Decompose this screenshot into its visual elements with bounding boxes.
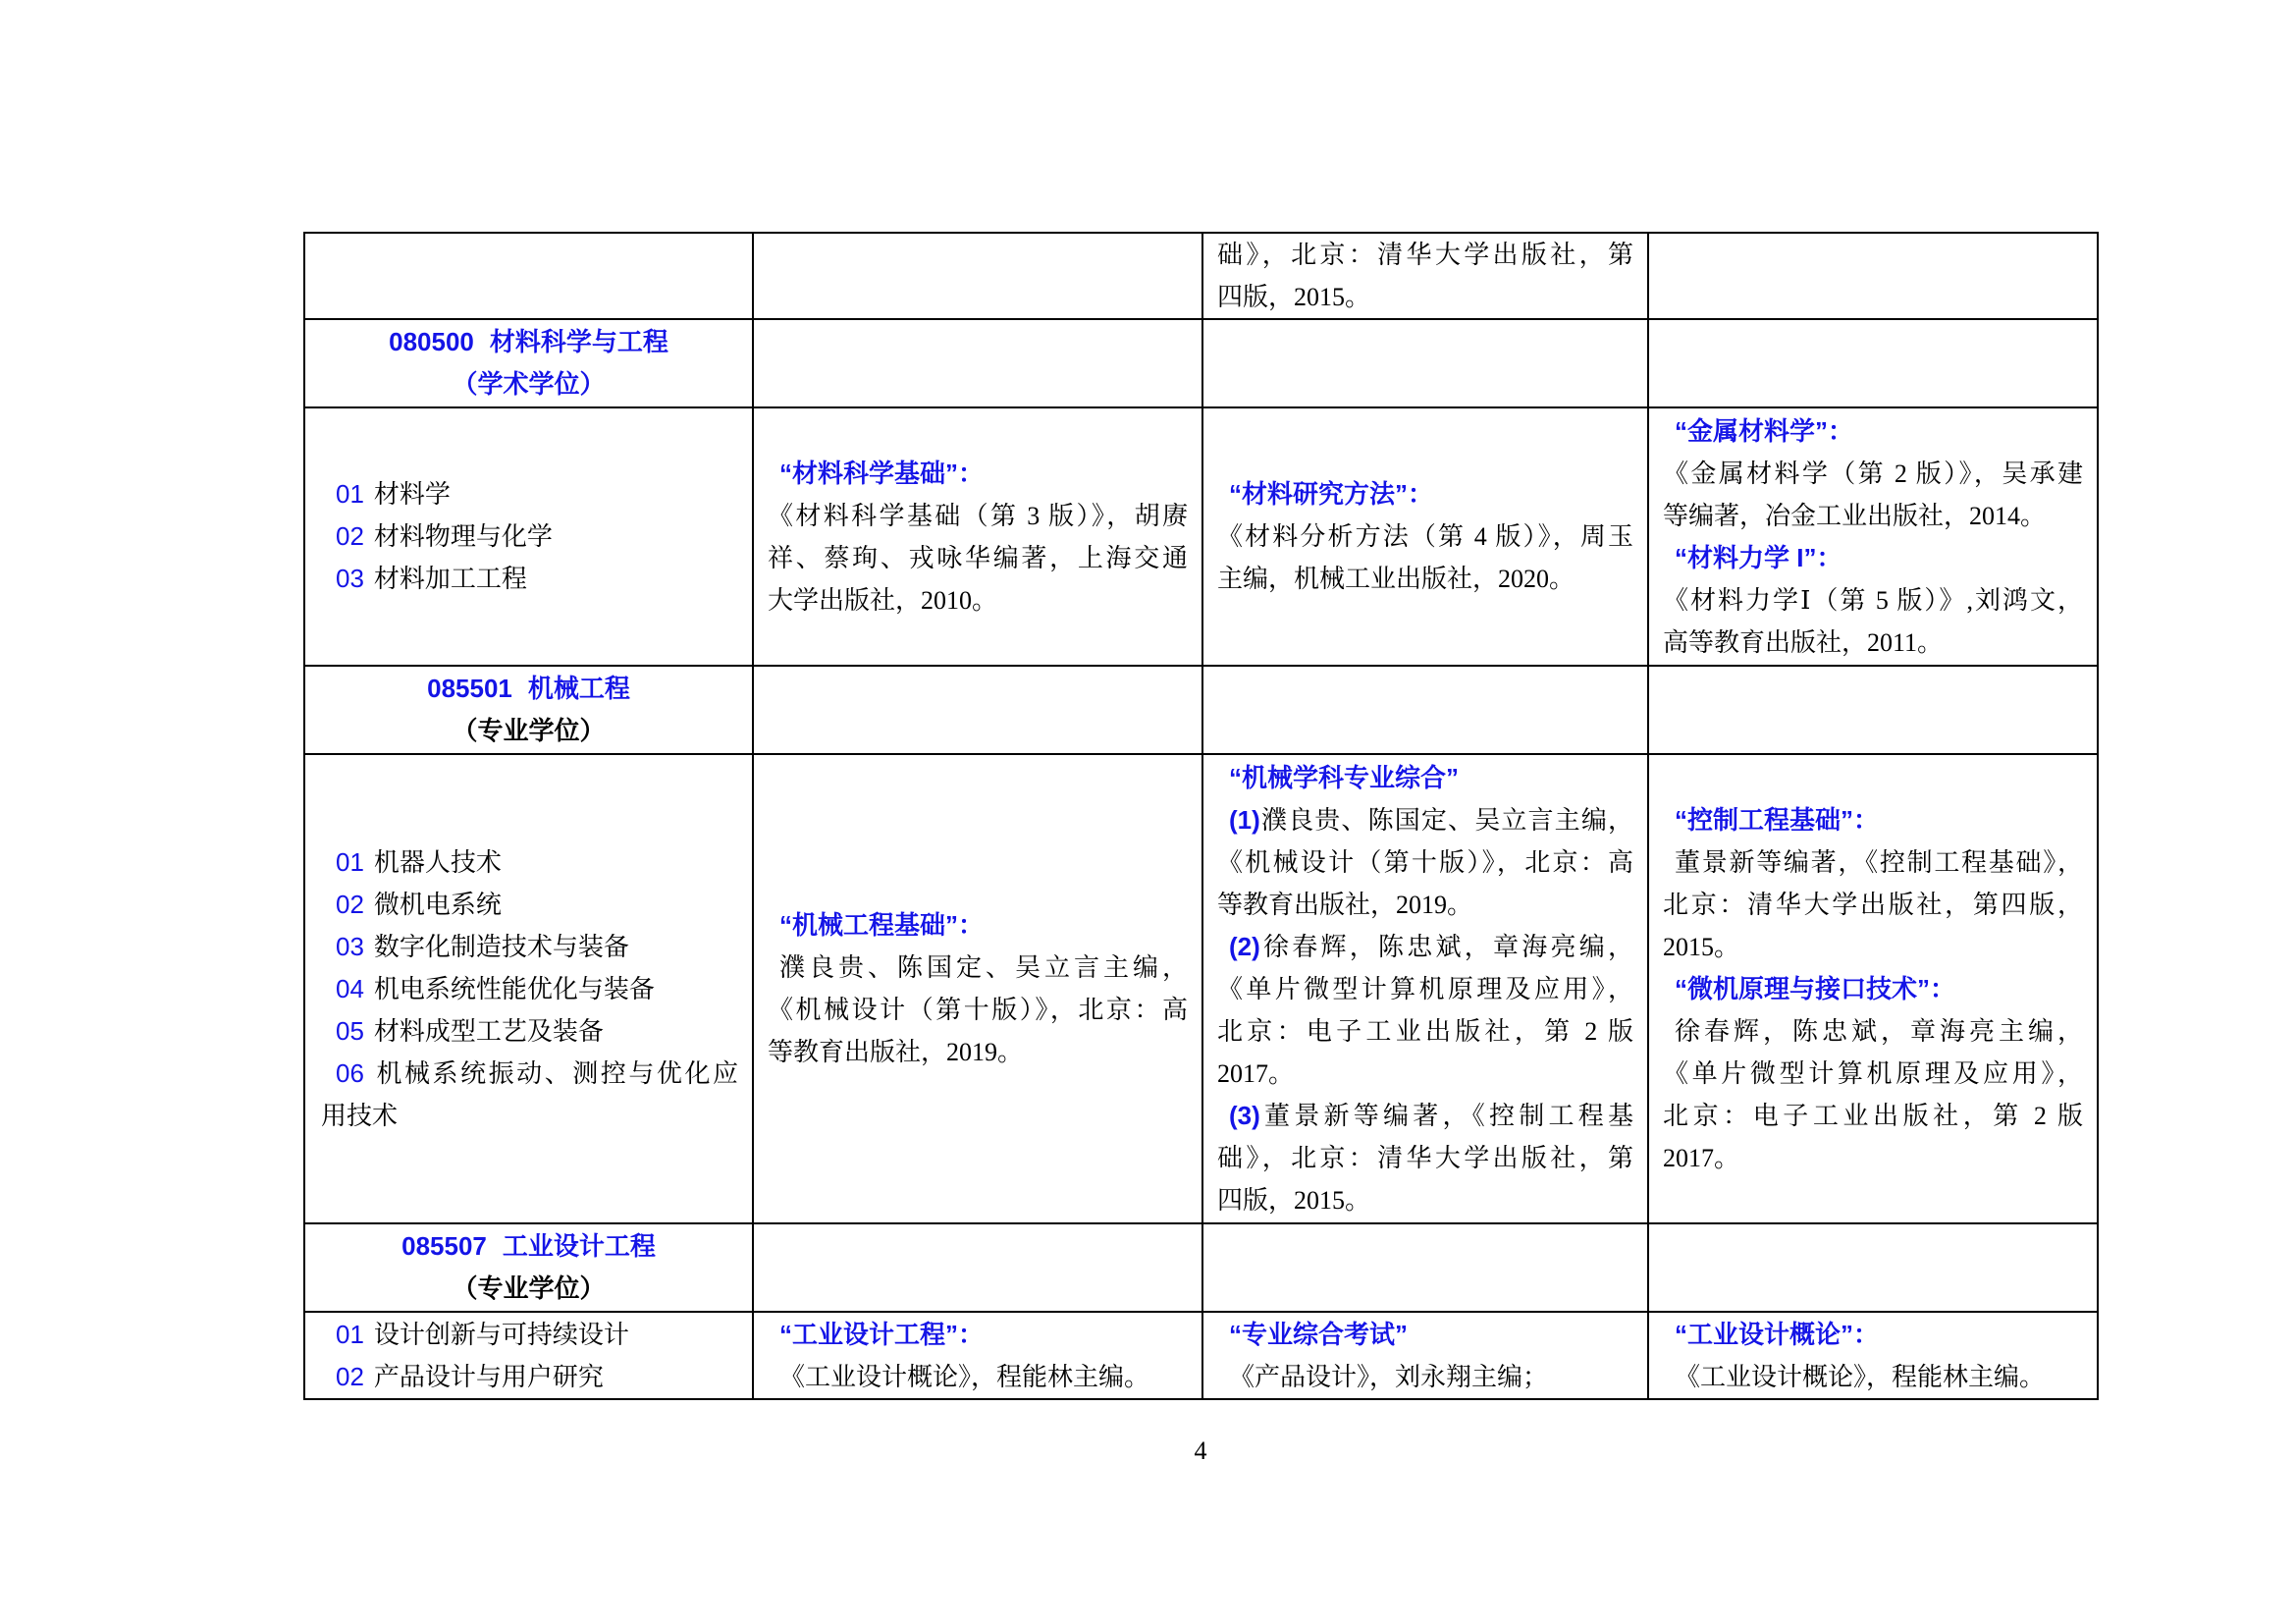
direction-number: 02 — [336, 889, 364, 919]
direction-name: 产品设计与用户研究 — [373, 1362, 604, 1391]
cell-col4-080500 — [1649, 408, 2099, 667]
degree-type: （专业学位） — [452, 716, 606, 745]
empty-cell — [1203, 667, 1649, 755]
direction-number: 01 — [336, 846, 364, 877]
direction-number: 05 — [336, 1015, 364, 1046]
reference-line: 础》，北京：清华大学出版社，第 — [1217, 1143, 1633, 1172]
major-title — [319, 668, 738, 710]
item-number: (1) — [1229, 804, 1260, 835]
reference-line: 徐春辉，陈忠斌，章海亮主编， — [1675, 1016, 2083, 1046]
direction-item — [321, 884, 738, 926]
reference-line: 祥、蔡珣、戎咏华编著，上海交通 — [768, 543, 1188, 572]
reference-line: 2015。 — [1663, 932, 1740, 961]
direction-number: 02 — [336, 1361, 364, 1391]
major-title — [319, 321, 738, 363]
cell-col2-080500 — [754, 408, 1203, 667]
direction-name-continued: 用技术 — [321, 1101, 399, 1130]
major-code: 080500 — [389, 327, 474, 356]
reference-line: 四版，2015。 — [1217, 1185, 1371, 1215]
reference-line: 《机械设计（第十版）》，北京：高 — [768, 996, 1188, 1024]
direction-name: 机器人技术 — [373, 847, 502, 877]
reference-line — [1217, 799, 1633, 841]
major-name: 材料科学与工程 — [489, 327, 668, 356]
subject-title: “控制工程基础”： — [1675, 804, 1880, 835]
major-name: 机械工程 — [527, 674, 630, 703]
empty-cell — [1649, 1224, 2099, 1313]
empty-cell — [1203, 320, 1649, 408]
major-name: 工业设计工程 — [502, 1231, 656, 1261]
reference-line: 《单片微型计算机原理及应用》， — [1217, 974, 1633, 1003]
degree-type: （学术学位） — [452, 369, 606, 399]
major-heading-085507 — [305, 1224, 754, 1313]
reference-line: 《材料科学基础（第 3 版）》，胡赓 — [768, 501, 1188, 530]
direction-item — [321, 968, 738, 1010]
subject-title: “微机原理与接口技术”： — [1675, 973, 1956, 1003]
reference-line: 《工业设计概论》，程能林主编。 — [779, 1362, 1150, 1391]
cell-col3-continued — [1203, 234, 1649, 320]
reference-line — [1217, 1095, 1633, 1137]
direction-item — [321, 515, 738, 558]
reference-text: 濮良贵、陈国定、吴立言主编， — [1259, 805, 1633, 835]
direction-item — [321, 558, 738, 600]
cell-col4-continued — [1649, 234, 2099, 320]
reference-line: 《单片微型计算机原理及应用》， — [1663, 1058, 2083, 1088]
reference-line: 北京：清华大学出版社，第四版， — [1663, 890, 2083, 919]
subject-title: “工业设计工程”： — [779, 1319, 985, 1349]
subject-title: “机械工程基础”： — [779, 910, 985, 940]
reference-line: 大学出版社，2010。 — [768, 585, 998, 615]
subject-title: “金属材料学”： — [1675, 415, 1854, 446]
direction-item — [321, 1356, 738, 1398]
page-number: 4 — [1194, 1436, 1207, 1465]
direction-name: 材料成型工艺及装备 — [373, 1016, 604, 1046]
direction-name: 数字化制造技术与装备 — [373, 932, 629, 961]
reference-line: 濮良贵、陈国定、吴立言主编， — [779, 953, 1188, 982]
reference-line: 《产品设计》，刘永翔主编； — [1229, 1362, 1549, 1391]
cell-major-continued — [305, 234, 754, 320]
reference-line: 2017。 — [1663, 1143, 1740, 1172]
major-code: 085501 — [427, 674, 512, 703]
reference-line: 高等教育出版社，2011。 — [1663, 627, 1944, 657]
major-code: 085507 — [401, 1231, 487, 1261]
direction-number: 04 — [336, 973, 364, 1003]
degree-type: （专业学位） — [452, 1273, 606, 1303]
direction-item — [321, 926, 738, 968]
reference-line: 四版，2015。 — [1217, 283, 1371, 311]
cell-col4-085501 — [1649, 755, 2099, 1224]
reference-line: 《材料力学Ⅰ（第 5 版）》,刘鸿文， — [1663, 585, 2083, 615]
major-title — [319, 1225, 738, 1268]
reference-line: 等编著，冶金工业出版社，2014。 — [1663, 501, 2047, 530]
cell-col2-085501 — [754, 755, 1203, 1224]
major-heading-085501 — [305, 667, 754, 755]
reference-line: 《金属材料学（第 2 版）》，吴承建 — [1663, 459, 2083, 488]
direction-item — [321, 1314, 738, 1356]
reference-line: 础》，北京：清华大学出版社，第 — [1217, 241, 1633, 269]
empty-cell — [1203, 1224, 1649, 1313]
reference-line: 2017。 — [1217, 1058, 1295, 1088]
cell-col2-continued — [754, 234, 1203, 320]
empty-cell — [1649, 320, 2099, 408]
reference-line: 《机械设计（第十版）》，北京：高 — [1217, 847, 1633, 877]
subject-title: “材料力学 I”： — [1675, 542, 1842, 572]
direction-number: 02 — [336, 521, 364, 551]
reference-line: 等教育出版社，2019。 — [768, 1038, 1024, 1066]
direction-item — [321, 841, 738, 884]
empty-cell — [1649, 667, 2099, 755]
direction-item — [321, 1010, 738, 1053]
direction-name: 材料加工工程 — [373, 565, 527, 593]
direction-number: 03 — [336, 564, 364, 593]
reference-line: 《工业设计概论》，程能林主编。 — [1675, 1362, 2046, 1391]
reference-text: 徐春辉，陈忠斌，章海亮编， — [1259, 932, 1633, 961]
subject-title: “机械学科专业综合” — [1229, 762, 1460, 792]
direction-item — [321, 473, 738, 515]
cell-col2-085507 — [754, 1313, 1203, 1400]
reference-line: 主编，机械工业出版社，2020。 — [1217, 565, 1575, 593]
cell-col3-085501 — [1203, 755, 1649, 1224]
cell-directions-085507 — [305, 1313, 754, 1400]
empty-cell — [754, 320, 1203, 408]
reference-line: 北京：电子工业出版社，第 2 版 — [1217, 1016, 1633, 1046]
reference-line: 董景新等编著，《控制工程基础》， — [1675, 847, 2083, 877]
reference-book-table — [303, 232, 2099, 1400]
direction-name: 机械系统振动、测控与优化应 — [373, 1058, 738, 1088]
direction-name: 微机电系统 — [373, 890, 502, 919]
cell-directions-085501 — [305, 755, 754, 1224]
subject-title: “专业综合考试” — [1229, 1319, 1409, 1349]
item-number: (3) — [1229, 1100, 1260, 1130]
direction-number: 01 — [336, 1319, 364, 1349]
cell-col3-085507 — [1203, 1313, 1649, 1400]
direction-name: 机电系统性能优化与装备 — [373, 974, 655, 1003]
reference-line: 等教育出版社，2019。 — [1217, 890, 1473, 919]
subject-title: “材料科学基础”： — [779, 458, 985, 488]
direction-number: 03 — [336, 931, 364, 961]
reference-text: 董景新等编著，《控制工程基 — [1259, 1101, 1633, 1130]
direction-number: 06 — [336, 1057, 364, 1088]
cell-col4-085507 — [1649, 1313, 2099, 1400]
major-heading-080500 — [305, 320, 754, 408]
cell-col3-080500 — [1203, 408, 1649, 667]
subject-title: “工业设计概论”： — [1675, 1319, 1880, 1349]
direction-name: 材料学 — [373, 480, 451, 509]
direction-name: 设计创新与可持续设计 — [373, 1320, 629, 1349]
empty-cell — [754, 667, 1203, 755]
direction-number: 01 — [336, 479, 364, 509]
reference-line: 北京：电子工业出版社，第 2 版 — [1663, 1101, 2083, 1130]
item-number: (2) — [1229, 931, 1260, 961]
reference-line — [1217, 926, 1633, 968]
subject-title: “材料研究方法”： — [1229, 479, 1434, 509]
empty-cell — [754, 1224, 1203, 1313]
direction-name: 材料物理与化学 — [373, 522, 553, 551]
direction-item — [321, 1053, 738, 1095]
reference-line: 《材料分析方法（第 4 版）》，周玉 — [1217, 522, 1633, 551]
cell-directions-080500 — [305, 408, 754, 667]
